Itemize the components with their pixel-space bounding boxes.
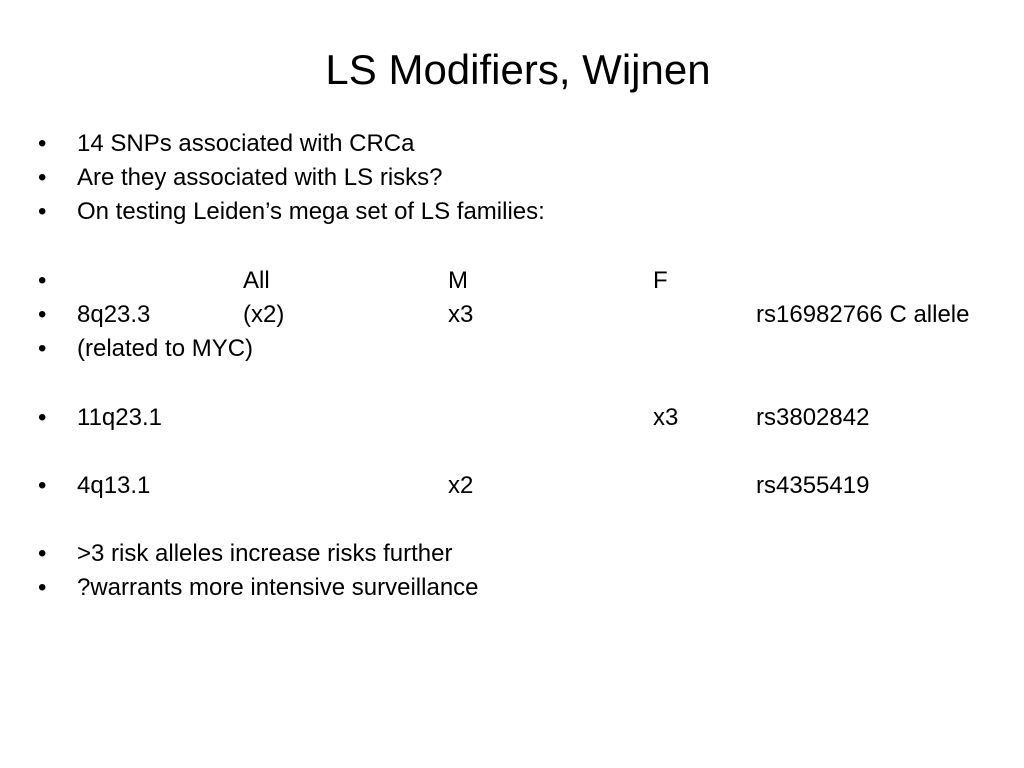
- bullet-item-question: [0, 161, 1024, 195]
- bullet-item-risk-alleles: [0, 537, 1024, 571]
- all-cell: (x2): [243, 300, 285, 328]
- blank-line: [0, 503, 1024, 537]
- locus-cell: 8q23.3: [77, 300, 151, 328]
- bullet-item-snps: [0, 127, 1024, 161]
- bullet-glyph: •: [38, 540, 47, 568]
- bullet-glyph: •: [38, 164, 47, 192]
- m-cell: x3: [448, 300, 474, 328]
- bullet-glyph: •: [38, 471, 47, 499]
- bullet-item-testing: [0, 195, 1024, 229]
- locus-cell: 4q13.1: [77, 471, 151, 499]
- header-all: All: [243, 266, 270, 294]
- table-row-8q23: [0, 298, 1024, 332]
- locus-cell: 11q23.1: [77, 403, 162, 431]
- blank-line: [0, 230, 1024, 264]
- bullet-text: ?warrants more intensive surveillance: [77, 574, 479, 602]
- table-row-4q13: [0, 469, 1024, 503]
- header-f: F: [653, 266, 668, 294]
- bullet-text: 14 SNPs associated with CRCa: [77, 130, 415, 157]
- bullet-text: Are they associated with LS risks?: [77, 164, 443, 192]
- snp-cell: rs16982766 C allele: [756, 300, 970, 328]
- m-cell: x2: [448, 471, 474, 499]
- f-cell: x3: [653, 403, 679, 431]
- table-header-row: [0, 264, 1024, 298]
- blank-line: [0, 366, 1024, 400]
- slide-title: LS Modifiers, Wijnen: [325, 46, 711, 93]
- bullet-glyph: •: [38, 300, 47, 328]
- bullet-glyph: •: [38, 335, 47, 363]
- snp-cell: rs3802842: [756, 403, 870, 431]
- bullet-glyph: •: [38, 198, 47, 226]
- bullet-item-surveillance: [0, 571, 1024, 605]
- table-note-row: [0, 332, 1024, 366]
- table-row-11q23: [0, 401, 1024, 435]
- note-cell: (related to MYC): [77, 335, 254, 363]
- blank-line: [0, 435, 1024, 469]
- bullet-glyph: •: [38, 130, 47, 157]
- bullet-text: On testing Leiden’s mega set of LS families:: [77, 198, 545, 226]
- bullet-glyph: •: [38, 403, 47, 431]
- header-m: M: [448, 266, 468, 294]
- bullet-text: >3 risk alleles increase risks further: [77, 540, 453, 568]
- snp-cell: rs4355419: [756, 471, 870, 499]
- bullet-glyph: •: [38, 266, 47, 294]
- bullet-glyph: •: [38, 574, 47, 602]
- bullet-list: [0, 127, 1024, 606]
